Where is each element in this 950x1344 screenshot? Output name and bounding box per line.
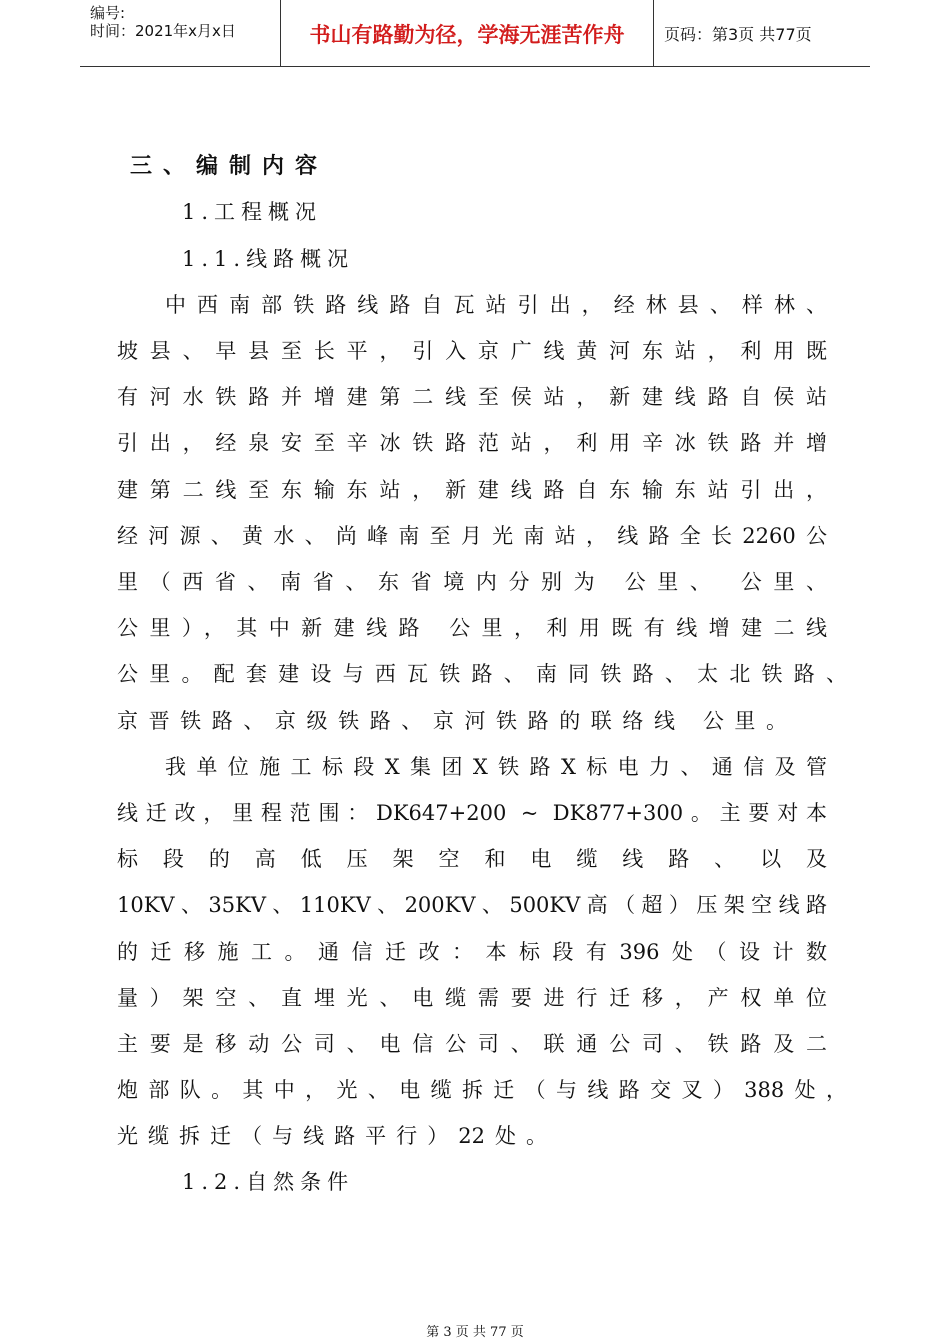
header-page-info: 页码：第3页 共77页 bbox=[664, 25, 812, 44]
paragraph-line: 线迁改，里程范围：DK647+200 ~ DK877+300。主要对本 bbox=[117, 801, 827, 825]
paragraph-line: 炮部队。其中，光、电缆拆迁（与线路交叉）388处， bbox=[117, 1078, 847, 1102]
paragraph-line: 公里），其中新建线路 公里，利用既有线增建二线 bbox=[117, 616, 827, 640]
paragraph-line: 中西南部铁路线路自瓦站引出，经林县、样林、 bbox=[165, 293, 827, 317]
paragraph-line: 引出，经泉安至辛冰铁路范站，利用辛冰铁路并增 bbox=[117, 431, 827, 455]
paragraph-line: 光缆拆迁（与线路平行）22处。 bbox=[117, 1124, 547, 1148]
time-label: 时间：2021年x月x日 bbox=[90, 22, 236, 40]
header-meta bbox=[80, 0, 280, 67]
paragraph-line: 京晋铁路、京级铁路、京河铁路的联络线 公里。 bbox=[117, 709, 787, 733]
paragraph-line: 经河源、黄水、尚峰南至月光南站，线路全长2260公 bbox=[117, 524, 827, 548]
paragraph-line: 我单位施工标段X集团X铁路X标电力、通信及管 bbox=[165, 755, 827, 779]
paragraph-line: 的迁移施工。通信迁改：本标段有396处（设计数 bbox=[117, 940, 827, 964]
paragraph-line: 量）架空、直埋光、电缆需要进行迁移，产权单位 bbox=[117, 986, 827, 1010]
section-title: 三、编制内容 bbox=[130, 153, 329, 179]
subsection-title: 1.2.自然条件 bbox=[182, 1170, 355, 1194]
page-footer: 第 3 页 共 77 页 bbox=[426, 1325, 524, 1340]
page-header bbox=[80, 0, 870, 67]
serial-label: 编号: bbox=[90, 4, 126, 22]
header-motto: 书山有路勤为径，学海无涯苦作舟 bbox=[280, 0, 654, 67]
paragraph-line: 标段的高低压架空和电缆线路、以及 bbox=[117, 847, 827, 871]
paragraph-line: 坡县、早县至长平，引入京广线黄河东站，利用既 bbox=[117, 339, 827, 363]
paragraph-line: 有河水铁路并增建第二线至侯站，新建线路自侯站 bbox=[117, 385, 827, 409]
subsection-title: 1.工程概况 bbox=[182, 200, 323, 224]
paragraph-line: 10KV、35KV、110KV、200KV、500KV高（超）压架空线路 bbox=[117, 893, 827, 917]
paragraph-line: 公里。配套建设与西瓦铁路、南同铁路、太北铁路、 bbox=[117, 662, 847, 686]
subsection-title: 1.1.线路概况 bbox=[182, 247, 355, 271]
paragraph-line: 建第二线至东输东站，新建线路自东输东站引出， bbox=[117, 478, 827, 502]
paragraph-line: 里（西省、南省、东省境内分别为 公里、 公里、 bbox=[117, 570, 827, 594]
paragraph-line: 主要是移动公司、电信公司、联通公司、铁路及二 bbox=[117, 1032, 827, 1056]
